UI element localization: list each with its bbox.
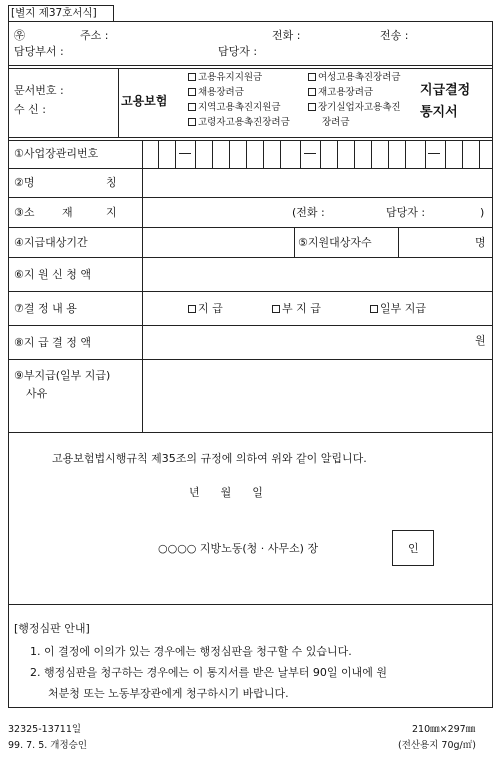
subsidy-option: 여성고용촉진장려금 [308, 73, 401, 83]
subsidy-option-cont: 장려금 [322, 117, 350, 128]
row-label: ⑨부지급(일부 지급) [14, 369, 111, 382]
appeal-item-1: 1. 이 결정에 이의가 있는 경우에는 행정심판을 청구할 수 있습니다. [30, 645, 352, 658]
subsidy-option: 고령자고용촉진장려금 [188, 118, 290, 128]
seal-label: 인 [408, 542, 419, 555]
issuer-name: ○○○○ 지방노동(청 · 사무소) 장 [158, 542, 319, 555]
recipient-label: 수 신 : [14, 103, 46, 116]
close-paren: ) [480, 206, 485, 219]
subsidy-option: 장기실업자고용촉진 [308, 103, 401, 113]
row-label: ④지급대상기간 [14, 236, 88, 249]
requested-amount-field[interactable] [143, 258, 492, 290]
divider [8, 604, 493, 605]
divider [8, 291, 493, 292]
program-name: 고용보험 [121, 94, 168, 108]
subsidy-option: 재고용장려금 [308, 88, 373, 98]
notice-statement: 고용보험법시행규칙 제35조의 규정에 의하여 위와 같이 알립니다. [52, 452, 367, 465]
subsidy-option: 채용장려금 [188, 88, 244, 98]
row-label: ⑥지 원 신 청 액 [14, 268, 91, 281]
divider [8, 65, 493, 66]
logo-icon: ㉾ [14, 29, 25, 42]
decision-option-partial[interactable]: 일부 지급 [370, 303, 426, 314]
row-label: ②명 [14, 176, 35, 189]
appeal-title: [행정심판 안내] [14, 622, 90, 635]
dept-label: 담당부서 : [14, 45, 64, 58]
person-label: 담당자 : [218, 45, 258, 58]
name-field[interactable] [143, 169, 492, 196]
decided-amount-field[interactable] [143, 326, 463, 358]
row-label: 지 [106, 206, 117, 219]
period-field[interactable] [143, 228, 293, 256]
person-label: 담당자 : [386, 206, 426, 219]
row-label: ①사업장관리번호 [14, 147, 99, 160]
phone-label: (전화 : [292, 206, 325, 219]
row-label: ⑧지 급 결 정 액 [14, 336, 91, 349]
reason-field[interactable] [143, 360, 492, 431]
footer-size: 210㎜×297㎜ [412, 724, 476, 735]
row-label: ③소 [14, 206, 35, 219]
row-label: 재 [62, 206, 73, 219]
appeal-item-2-cont: 처분청 또는 노동부장관에게 청구하시기 바랍니다. [48, 687, 289, 700]
headcount-field[interactable] [399, 228, 469, 256]
doc-no-label: 문서번호 : [14, 84, 64, 97]
doc-title-line1: 지급결정 [420, 83, 471, 98]
row-label: 사유 [26, 387, 48, 400]
phone-label: 전화 : [272, 29, 301, 42]
footer-approved: 99. 7. 5. 개정승인 [8, 740, 88, 751]
fax-label: 전송 : [380, 29, 409, 42]
row-label: 칭 [106, 176, 117, 189]
footer-code: 32325-13711일 [8, 724, 82, 735]
subsidy-option: 고용유지지원금 [188, 73, 262, 83]
divider [8, 432, 493, 433]
business-id-grid[interactable] [142, 140, 493, 168]
subsidy-option: 지역고용촉진지원금 [188, 103, 281, 113]
unit-label: 원 [475, 334, 486, 347]
form-tag-text: [별지 제37호서식] [11, 7, 97, 19]
divider [118, 68, 119, 138]
address-label: 주소 : [80, 29, 109, 42]
doc-title-line2: 통지서 [420, 105, 458, 120]
unit-label: 명 [475, 236, 486, 249]
notice-date: 년 월 일 [189, 486, 263, 499]
divider [294, 227, 295, 257]
row-label: ⑤지원대상자수 [298, 236, 372, 249]
decision-option-pay[interactable]: 지 급 [188, 303, 223, 314]
row-label: ⑦결 정 내 용 [14, 302, 77, 315]
address-field[interactable] [143, 198, 283, 226]
footer-paper: (전산용지 70g/㎡) [398, 740, 476, 751]
decision-option-nopay[interactable]: 부 지 급 [272, 303, 321, 314]
appeal-item-2: 2. 행정심판을 청구하는 경우에는 이 통지서를 받은 날부터 90일 이내에 원 [30, 666, 387, 679]
